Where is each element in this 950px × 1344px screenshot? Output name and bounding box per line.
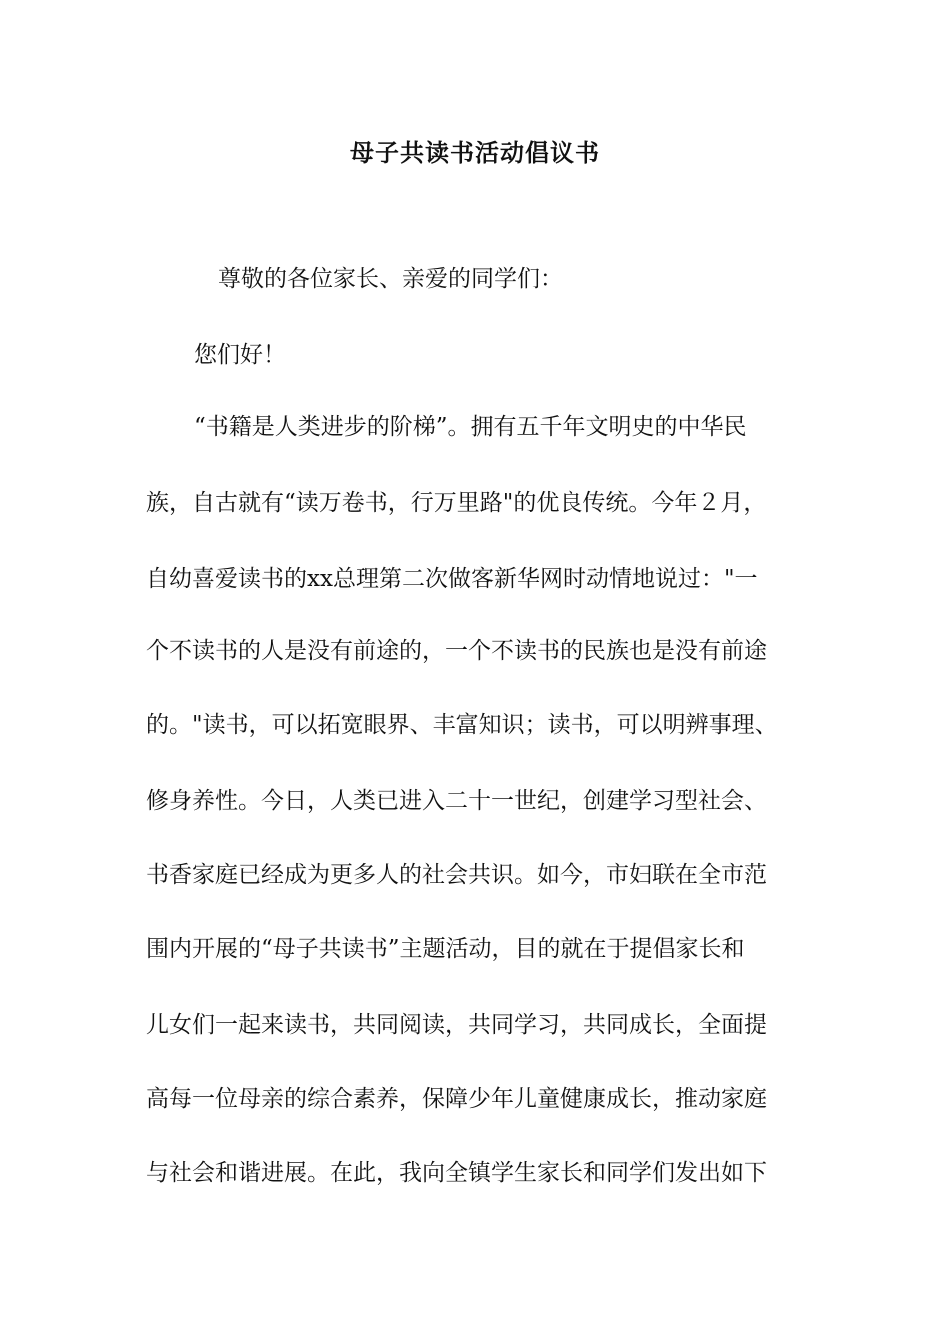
body-line: 书香家庭已经成为更多人的社会共识。如今，市妇联在全市范 bbox=[146, 862, 767, 888]
greeting: 您们好！ bbox=[194, 342, 286, 368]
salutation: 尊敬的各位家长、亲爱的同学们： bbox=[218, 266, 563, 292]
body-line: 修身养性。今日，人类已进入二十一世纪，创建学习型社会、 bbox=[146, 788, 767, 814]
body-line: 与社会和谐进展。在此，我向全镇学生家长和同学们发出如下 bbox=[146, 1160, 767, 1186]
body-line: 的。"读书，可以拓宽眼界、丰富知识；读书，可以明辨事理、 bbox=[146, 712, 778, 738]
document-title: 母子共读书活动倡议书 bbox=[350, 138, 600, 167]
body-line: “书籍是人类进步的阶梯”。拥有五千年文明史的中华民 bbox=[194, 414, 747, 440]
body-line: 自幼喜爱读书的xx总理第二次做客新华网时动情地说过："一 bbox=[146, 566, 758, 592]
body-line: 高每一位母亲的综合素养，保障少年儿童健康成长，推动家庭 bbox=[146, 1086, 767, 1112]
body-line: 儿女们一起来读书，共同阅读，共同学习，共同成长，全面提 bbox=[146, 1012, 767, 1038]
body-line: 族，自古就有“读万卷书，行万里路"的优良传统。今年２月， bbox=[146, 490, 767, 516]
body-line: 个不读书的人是没有前途的，一个不读书的民族也是没有前途 bbox=[146, 638, 767, 664]
body-line: 围内开展的“母子共读书”主题活动，目的就在于提倡家长和 bbox=[146, 936, 745, 962]
